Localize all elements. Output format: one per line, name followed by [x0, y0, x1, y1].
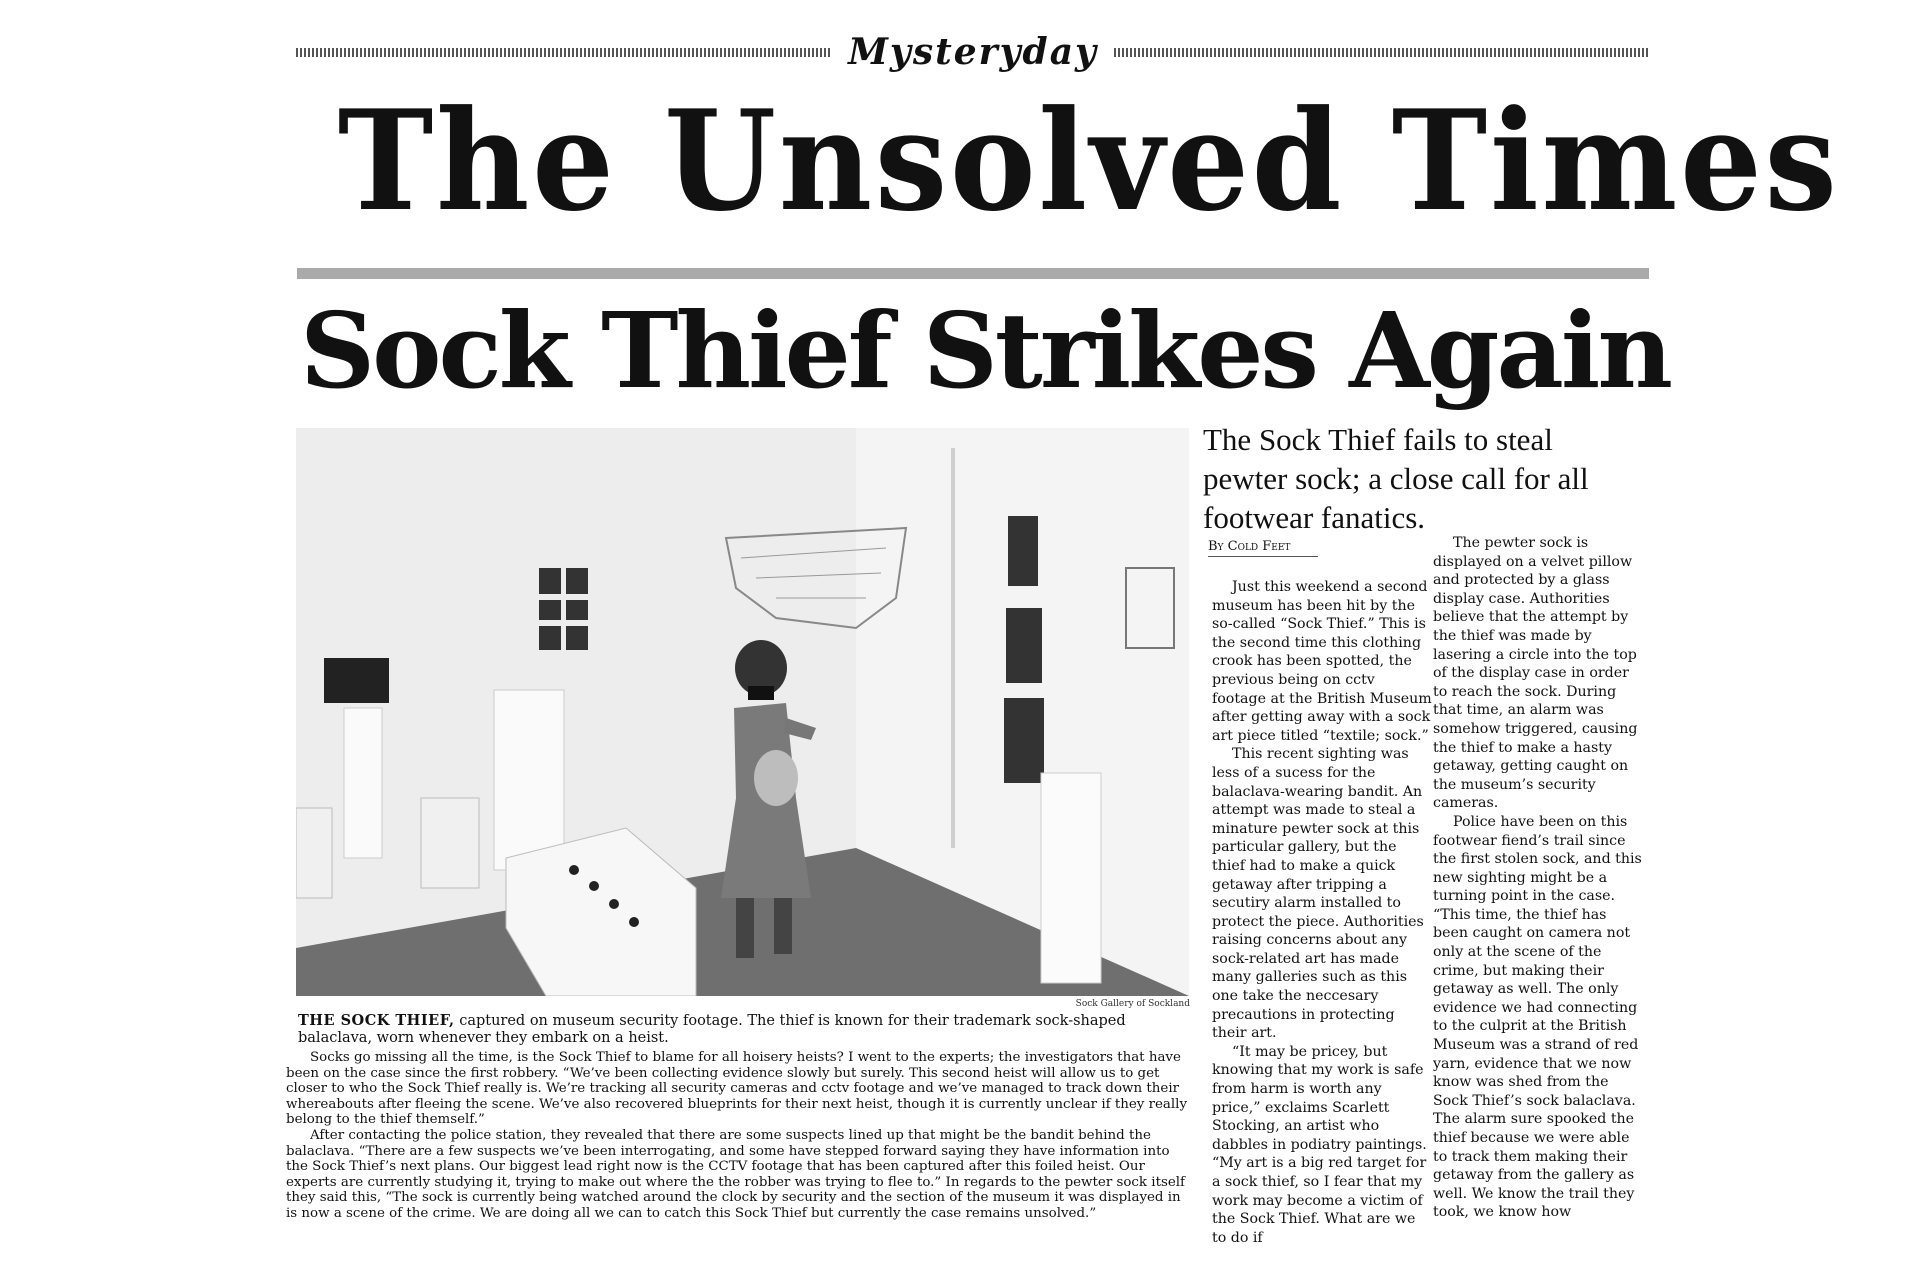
article-column-1 [1212, 578, 1432, 1247]
paragraph: Socks go missing all the time, is the Sock Thief to blame for all hoisery heists? I went to the experts; the investigators that have been on the case since the first robbery. “We’ve been collecting evidence slowly but surely. This second heist will allow us to get closer to who the Sock Thief really is. We’re tracking all security cameras and cctv footage and we’ve managed to track down their whereabouts after fleeing the scene. We’ve also recovered blueprints for their next heist, though it is currently unclear if they really belong to the thief themself.” [286, 1050, 1188, 1128]
caption-lead: THE SOCK THIEF, [298, 1012, 455, 1029]
photo-credit: Sock Gallery of Sockland [1075, 999, 1190, 1009]
caption-text: captured on museum security footage. The thief is known for their trademark sock-shaped balaclava, worn whenever they embark on a heist. [298, 1013, 1126, 1046]
paragraph: After contacting the police station, they revealed that there are some suspects lined up that might be the bandit behind the balaclava. “There are a few suspects we’ve been interrogating, and some have stepped forward saying they have information into the Sock Thief’s next plans. Our biggest lead right now is the CCTV footage that has been captured after this foiled heist. Our experts are currently studying it, trying to make out where the the robber was trying to flee to.” In regards to the pewter sock itself they said this, “The sock is currently being watched around the clock by security and the section of the museum it was displayed in is now a scene of the crime. We are doing all we can to catch this Sock Thief but currently the case remains unsolved.” [286, 1127, 1185, 1221]
paragraph: Police have been on this footwear fiend’s trail since the first stolen sock, and this new sighting might be a turning point in the case. “This time, the thief has been caught on camera not only at the scene of the crime, but making their getaway as well. The only evidence we had connecting to the culprit at the British Museum was a strand of red yarn, evidence that we now know was shed from the Sock Thief’s sock balaclava. The alarm sure spooked the thief because we were able to track them making their getaway from the gallery as well. We know the trail they took, we know how [1433, 813, 1642, 1221]
dateline-rule-left [296, 48, 832, 57]
gallery-photo [296, 428, 1189, 996]
article-column-2 [1433, 534, 1645, 1222]
headline: Sock Thief Strikes Again [300, 289, 1671, 412]
paragraph: This recent sighting was less of a sucess for the balaclava-wearing bandit. An attempt was made to steal a minature pewter sock at this particular gallery, but the thief had to make a quick getaway after tripping a secutiry alarm installed to protect the piece. Authorities raising concerns about any sock-related art has made many galleries such as this one take the neccesary precautions in protecting their art. [1212, 746, 1424, 1042]
nameplate-divider [297, 268, 1649, 279]
dateline-rule-right [1114, 48, 1650, 57]
dateline [296, 30, 1650, 74]
deck-subheadline: The Sock Thief fails to steal pewter sock; a close call for all footwear fanatics. [1203, 422, 1589, 535]
nameplate: The Unsolved Times [337, 79, 1840, 242]
article-body-left [286, 1050, 1192, 1222]
byline: By Cold Feet [1208, 539, 1318, 557]
dateline-day: Mysteryday [848, 31, 1098, 73]
paragraph: Just this weekend a second museum has been hit by the so-called “Sock Thief.” This is the second time this clothing crook has been spotted, the previous being on cctv footage at the British Museum after getting away with a sock art piece titled “textile; sock.” [1212, 579, 1432, 744]
paragraph: “It may be pricey, but knowing that my work is safe from harm is worth any price,” exclaims Scarlett Stocking, an artist who dabbles in podiatry paintings. “My art is a big red target for a sock thief, so I fear that my work may become a victim of the Sock Thief. What are we to do if [1212, 1043, 1427, 1246]
paragraph: The pewter sock is displayed on a velvet pillow and protected by a glass display case. Authorities believe that the attempt by the thief was made by lasering a circle into the top of the display case in order to reach the sock. During that time, an alarm was somehow triggered, causing the thief to make a hasty getaway, getting caught on the museum’s security cameras. [1433, 535, 1638, 812]
photo-caption [298, 1012, 1186, 1047]
